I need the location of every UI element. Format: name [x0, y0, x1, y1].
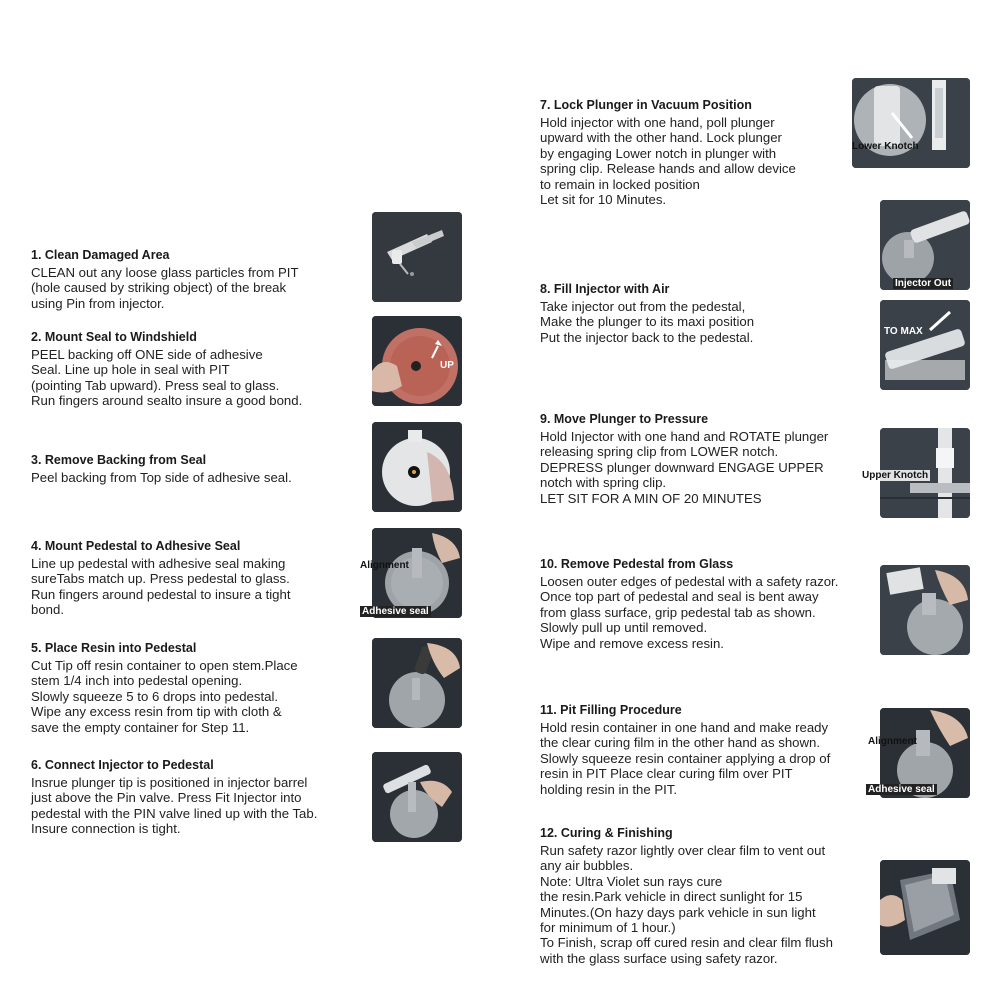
step-title: 6. Connect Injector to Pedestal: [31, 758, 214, 772]
step-7: [540, 98, 840, 207]
label-lower-knotch: Lower Knotch: [852, 141, 919, 152]
step-body: PEEL backing off ONE side of adhesive Seal. Line up hole in seal with PIT (pointing Tab upward). Press seal to glass. Run fingers around sealto insure a good bond.: [31, 347, 303, 409]
photo-place-resin: [372, 638, 462, 728]
step-body: Hold resin container in one hand and make ready the clear curing film in the other hand as shown. Slowly squeeze resin container applying a drop of resin in PIT Place clear curing film over PIT holding resin in the PIT.: [540, 720, 831, 797]
step-title: 4. Mount Pedestal to Adhesive Seal: [31, 539, 241, 553]
step-11: [540, 703, 870, 797]
step-body: Loosen outer edges of pedestal with a safety razor. Once top part of pedestal and seal is bent away from glass surface, grip pedestal tab as shown. Slowly pull up until removed. Wipe and remove excess resin.: [540, 574, 839, 651]
step-title: 7. Lock Plunger in Vacuum Position: [540, 98, 752, 112]
step-body: Peel backing from Top side of adhesive seal.: [31, 470, 292, 485]
step-1: [31, 248, 361, 311]
step-title: 9. Move Plunger to Pressure: [540, 412, 709, 426]
step-2: [31, 330, 361, 409]
photo-connect-injector: [372, 752, 462, 842]
step-title: 12. Curing & Finishing: [540, 826, 673, 840]
label-injector-out: Injector Out: [895, 278, 952, 289]
step-9: [540, 412, 870, 506]
step-body: Insrue plunger tip is positioned in injector barrel just above the Pin valve. Press Fit Injector into pedestal with the PIN valve lined up with the Tab. Insure connection is tight.: [31, 775, 318, 837]
photo-fill-air-2: [880, 300, 970, 390]
step-body: Take injector out from the pedestal, Make the plunger to its maxi position Put the injector back to the pedestal.: [540, 299, 755, 345]
label-up: UP: [440, 360, 454, 371]
step-title: 8. Fill Injector with Air: [540, 282, 670, 296]
step-title: 2. Mount Seal to Windshield: [31, 330, 197, 344]
step-body: Hold injector with one hand, poll plunger upward with the other hand. Lock plunger by engaging Lower notch in plunger with spring clip. Release hands and allow device to remain in locked position Let sit for 10 Minutes.: [540, 115, 796, 208]
step-3: [31, 453, 361, 485]
label-upper-knotch: Upper Knotch: [862, 470, 929, 481]
step-5: [31, 641, 366, 735]
label-adhesive-seal-11: Adhesive seal: [868, 784, 935, 795]
step-body: CLEAN out any loose glass particles from PIT (hole caused by striking object) of the break using Pin from injector.: [31, 265, 299, 311]
step-8: [540, 282, 840, 345]
label-to-max: TO MAX: [884, 326, 923, 337]
photo-mount-seal: [372, 316, 462, 406]
step-body: Run safety razor lightly over clear film to vent out any air bubbles. Note: Ultra Violet sun rays cure the resin.Park vehicle in direct sunlight for 15 Minutes.(On hazy days park vehicle in sun light for minimum of 1 hour.) To Finish, scrap off cured resin and clear film flush with the glass surface using safety razor.: [540, 843, 833, 966]
step-title: 1. Clean Damaged Area: [31, 248, 170, 262]
photo-fill-air-1: [880, 200, 970, 290]
step-title: 11. Pit Filling Procedure: [540, 703, 682, 717]
step-title: 5. Place Resin into Pedestal: [31, 641, 197, 655]
label-alignment: Alignment: [360, 560, 409, 571]
step-10: [540, 557, 880, 651]
label-adhesive-seal: Adhesive seal: [362, 606, 429, 617]
photo-remove-pedestal: [880, 565, 970, 655]
step-body: Cut Tip off resin container to open stem.Place stem 1/4 inch into pedestal opening. Slowly squeeze 5 to 6 drops into pedestal. Wipe any excess resin from tip with cloth & save the empty container for Step 11.: [31, 658, 298, 735]
photo-lock-plunger: [852, 78, 970, 168]
step-body: Hold Injector with one hand and ROTATE plunger releasing spring clip from LOWER notch. DEPRESS plunger downward ENGAGE UPPER notch with spring clip. LET SIT FOR A MIN OF 20 MINUTES: [540, 429, 829, 506]
label-alignment-11: Alignment: [868, 736, 917, 747]
step-title: 3. Remove Backing from Seal: [31, 453, 207, 467]
step-12: [540, 826, 870, 966]
step-body: Line up pedestal with adhesive seal making sureTabs match up. Press pedestal to glass. Run fingers around pedestal to insure a tight bond.: [31, 556, 291, 618]
photo-clean-area: [372, 212, 462, 302]
step-title: 10. Remove Pedestal from Glass: [540, 557, 734, 571]
photo-remove-backing: [372, 422, 462, 512]
photo-curing: [880, 860, 970, 955]
step-4: [31, 539, 361, 618]
photo-mount-pedestal: [372, 528, 462, 618]
step-6: [31, 758, 366, 837]
